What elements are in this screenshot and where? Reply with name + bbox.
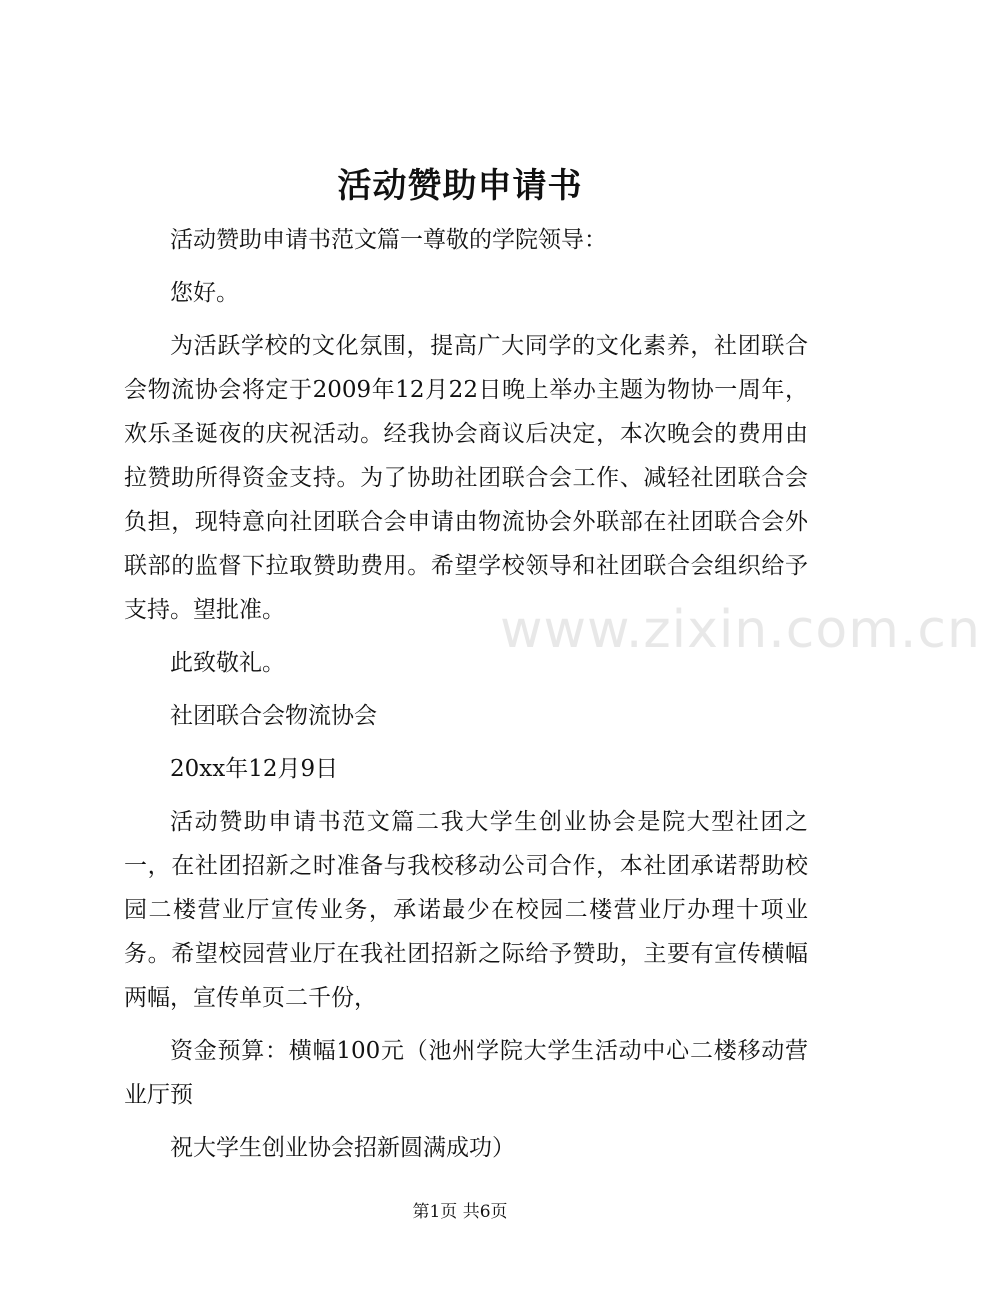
document-body	[124, 218, 808, 1179]
paragraph-wish: 祝大学生创业协会招新圆满成功）	[170, 1135, 515, 1161]
paragraph-closing: 此致敬礼。	[170, 650, 285, 676]
paragraph-greeting: 您好。	[170, 280, 239, 306]
paragraph-signature: 社团联合会物流协会	[170, 703, 377, 729]
document-title: 活动赞助申请书	[337, 166, 583, 206]
paragraph-date: 20xx年12月9日	[170, 756, 339, 782]
watermark-text: www.zixin.com.cn	[500, 600, 981, 660]
paragraph-budget: 资金预算：横幅100元（池州学院大学生活动中心二楼移动营业厅预	[124, 1038, 808, 1108]
paragraph-request-body: 为活跃学校的文化氛围，提高广大同学的文化素养，社团联合会物流协会将定于2009年12月22日晚上举办主题为物协一周年，欢乐圣诞夜的庆祝活动。经我协会商议后决定，本次晚会的费用由拉赞助所得资金支持。为了协助社团联合会工作、减轻社团联合会负担，现特意向社团联合会申请由物流协会外联部在社团联合会外联部的监督下拉取赞助费用。希望学校领导和社团联合会组织给予支持。望批准。	[124, 333, 808, 623]
paragraph-salutation-intro: 活动赞助申请书范文篇一尊敬的学院领导：	[170, 227, 607, 253]
page-footer: 第1页 共6页	[412, 1202, 508, 1222]
paragraph-sample-two: 活动赞助申请书范文篇二我大学生创业协会是院大型社团之一，在社团招新之时准备与我校移动公司合作，本社团承诺帮助校园二楼营业厅宣传业务，承诺最少在校园二楼营业厅办理十项业务。希望校园营业厅在我社团招新之际给予赞助，主要有宣传横幅两幅，宣传单页二千份，	[124, 809, 808, 1011]
